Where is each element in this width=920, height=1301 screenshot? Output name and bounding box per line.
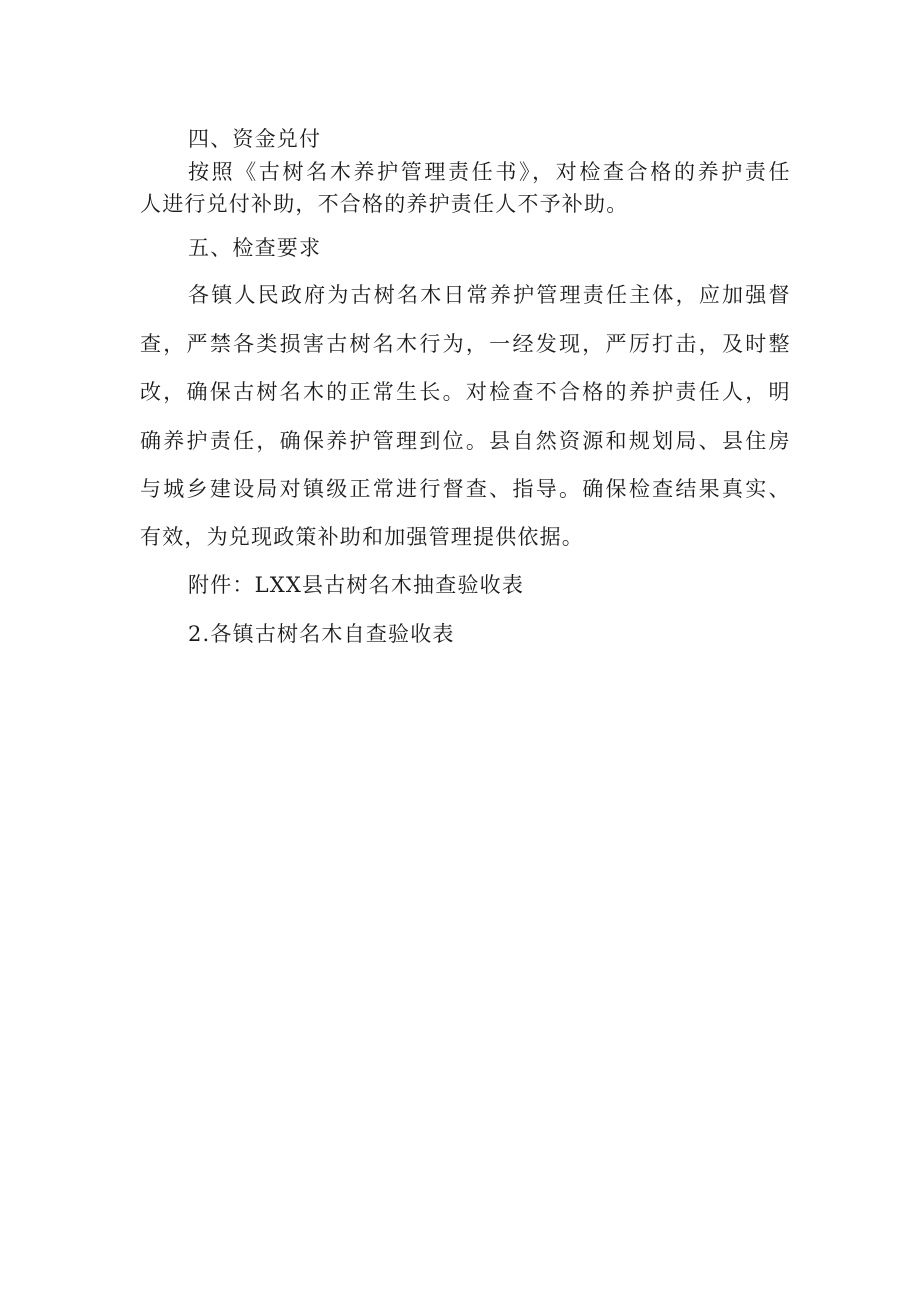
- attachment-line-2: 2.各镇古树名木自查验收表: [188, 622, 455, 646]
- section-5-paragraph-line-1: 各镇人民政府为古树名木日常养护管理责任主体，应加强督: [188, 283, 790, 307]
- section-4-paragraph-line-1: 按照《古树名木养护管理责任书》，对检查合格的养护责任: [188, 160, 790, 184]
- section-5-heading: 五、检查要求: [188, 236, 322, 260]
- section-5-paragraph-line-4: 确养护责任，确保养护管理到位。县自然资源和规划局、县住房: [140, 429, 790, 453]
- section-5-paragraph-line-6: 有效，为兑现政策补助和加强管理提供依据。: [140, 525, 584, 549]
- section-5-paragraph-line-5: 与城乡建设局对镇级正常进行督查、指导。确保检查结果真实、: [140, 477, 790, 501]
- section-5-paragraph-line-2: 查，严禁各类损害古树名木行为，一经发现，严厉打击，及时整: [140, 332, 790, 356]
- attachment-line-1: 附件：LXX县古树名木抽查验收表: [188, 573, 525, 597]
- section-5-paragraph-line-3: 改，确保古树名木的正常生长。对检查不合格的养护责任人，明: [140, 380, 790, 404]
- section-4-heading: 四、资金兑付: [188, 127, 322, 151]
- section-4-paragraph-line-2: 人进行兑付补助，不合格的养护责任人不予补助。: [140, 192, 629, 216]
